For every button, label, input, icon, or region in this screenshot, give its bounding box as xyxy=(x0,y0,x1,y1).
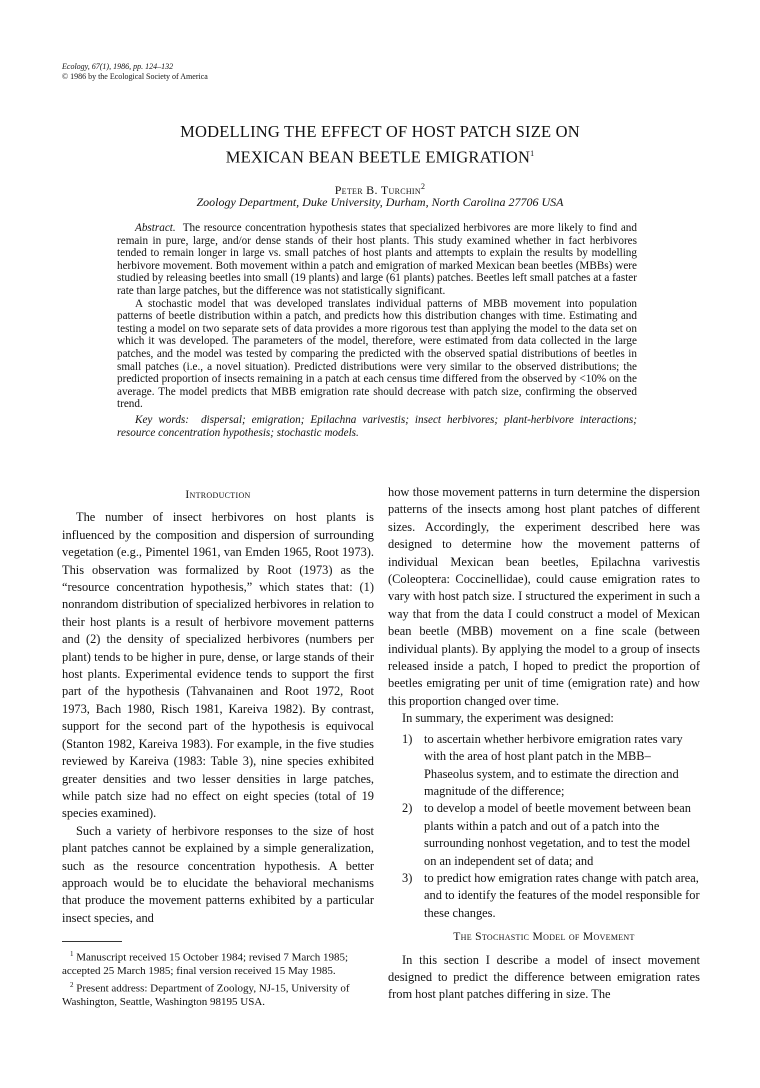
running-head xyxy=(62,62,208,82)
left-column xyxy=(62,486,374,1010)
summary-line: In summary, the experiment was designed: xyxy=(402,711,614,726)
title-line-1: MODELLING THE EFFECT OF HOST PATCH SIZE ON xyxy=(180,122,580,141)
intro-paragraph-3: how those movement patterns in turn determine the dispersion patterns of the insects among host plant patches of different sizes. Accordingly, the experiment described here was designed to determine how the movement patterns of individual Mexican bean beetles, Epilachna varivestis (Coleoptera: Coccinellidae), could cause emigration rates to vary with host patch size. I structured the experiment in such a way that from the data I could construct a model of Mexican bean beetle (MBB) movement on a fine scale (between individual plants). By applying the model to a group of insects released inside a patch, I hoped to predict the proportion of beetles emigrating per unit of time (emigration rate) and how this proportion changed over time. xyxy=(388,485,700,708)
objective-item: 2) to develop a model of beetle movement between bean plants within a patch and out of a patch into the surrounding nonhost vegetation, and to test the model on an independent set of data; and xyxy=(402,801,691,868)
copyright-line: © 1986 by the Ecological Society of America xyxy=(62,72,208,81)
keywords-label: Key words: xyxy=(135,413,190,426)
abstract xyxy=(117,222,637,439)
footnote-divider xyxy=(62,941,122,942)
objectives-list xyxy=(388,731,700,922)
footnote-1: $^1$ Manuscript received 15 October 1984; revised 7 March 1985; accepted 25 March 1985; final version received 15 May 1985. xyxy=(62,950,349,978)
citation: Ecology, 67(1), 1986, pp. 124–132 xyxy=(62,62,174,71)
right-column xyxy=(388,484,700,1004)
model-section-heading: The Stochastic Model of Movement xyxy=(453,930,635,944)
article-title xyxy=(95,121,665,169)
model-paragraph-1: In this section I describe a model of insect movement designed to predict the difference between emigration rates from host plant patches differing in size. The xyxy=(388,952,700,1002)
abstract-paragraph-2: A stochastic model that was developed translates individual patterns of MBB movement into population patterns of beetle distribution within a patch, and predicts how this distribution changes with time. Estimating and testing a model on two separate sets of data provides a more rigorous test than applying the model to the data set on which it was developed. The parameters of the model, therefore, were estimated from data collected in the large patches, and the model was tested by comparing the predicted with the observed spatial distributions of beetles in small patches (i.e., a novel situation). Predicted distributions were very similar to the observed distributions; the predicted proportion of insects remaining in a patch at each census time differed from the observed by <10% on the average. The model predicts that MBB emigration rate should decrease with patch size, confirming the observed trend. xyxy=(117,297,637,411)
abstract-paragraph-1: Abstract. The resource concentration hypothesis states that specialized herbivores are more likely to find and remain in pure, large, and/or dense stands of their host plants. This study examined whether in fact herbivores tended to remain longer in large vs. small patches of host plants and attempts to explain the results by modelling herbivore movement. Both movement within a patch and emigration of marked Mexican bean beetles (MBBs) were studied by releasing beetles into small (19 plants) and large (61 plants) patches. Beetles left small patches at a faster rate than large patches, but the difference was not statistically significant. xyxy=(117,222,637,297)
footnote-2: $^2$ Present address: Department of Zoology, NJ-15, University of Washington, Seattle, Washington 98195 USA. xyxy=(62,981,350,1009)
author-name: Peter B. Turchin$^2$ xyxy=(334,182,426,197)
objective-item: 1) to ascertain whether herbivore emigration rates vary with the area of host plant patch in the MBB–Phaseolus system, and to estimate the direction and magnitude of the difference; xyxy=(402,731,683,798)
model-section xyxy=(388,928,700,1004)
intro-paragraph-1: The number of insect herbivores on host plants is influenced by the composition and dispersion of surrounding vegetation (e.g., Pimentel 1961, van Emden 1965, Root 1973). This observation was formalized by Root (1973) as the “resource concentration hypothesis,” which states that: (1) nonrandom distribution of specialized herbivores in relation to their host plants is a result of herbivore movement patterns and (2) the density of specialized herbivores (numbers per plant) tends to be higher in pure, dense, or large stands of their host plants. Experimental evidence tends to support the first part of the hypothesis (Tahvanainen and Root 1972, Root 1973, Bach 1980, Risch 1981, Kareiva 1982). By contrast, support for the second part of the hypothesis is equivocal (Stanton 1982, Kareiva 1983). For example, in the five studies reviewed by Kareiva (1983: Table 3), nine species exhibited greater densities and two lesser densities in large patches, while patch size had no effect on eight species (total of 19 species examined). xyxy=(62,510,374,821)
abstract-label: Abstract. xyxy=(135,222,176,234)
footnotes xyxy=(62,948,374,1010)
intro-paragraph-2: Such a variety of herbivore responses to the size of host plant patches cannot be explained by a simple generalization, such as the resource concentration hypothesis. A better approach would be to elucidate the behavioral mechanisms that produce the movement patterns exhibited by a particular insect species, and xyxy=(62,823,374,925)
author-footnote-mark: 2 xyxy=(420,182,426,191)
objective-item: 3) to predict how emigration rates change with patch area, and to identify the features of the model responsible for these changes. xyxy=(402,870,700,920)
keywords: Key words: dispersal; emigration; Epilachna varivestis; insect herbivores; plant-herbivore interactions; resource concentration hypothesis; stochastic models. xyxy=(117,413,638,439)
introduction-heading: Introduction xyxy=(185,488,251,501)
title-footnote-mark: 1 xyxy=(530,149,535,158)
title-line-2: MEXICAN BEAN BEETLE EMIGRATION$^1$ xyxy=(225,147,535,167)
author-affiliation: Zoology Department, Duke University, Durham, North Carolina 27706 USA xyxy=(196,195,564,209)
